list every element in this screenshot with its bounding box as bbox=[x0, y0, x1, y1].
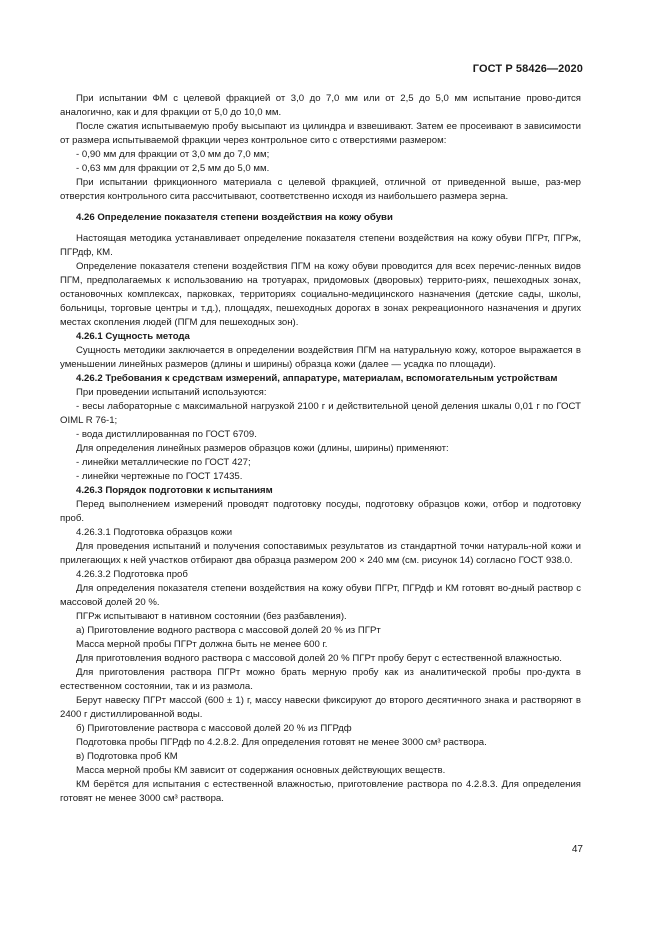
section-heading: 4.26.1 Сущность метода bbox=[76, 331, 190, 342]
body-paragraph: Берут навеску ПГРт массой (600 ± 1) г, массу навески фиксируют до второго десятичного знака и растворяют в 2400 г дистиллированной воды. bbox=[60, 695, 581, 720]
body-paragraph: Для определения линейных размеров образцов кожи (длины, ширины) применяют: bbox=[76, 443, 449, 454]
page-number: 47 bbox=[571, 844, 583, 855]
body-paragraph: Сущность методики заключается в определении воздействия ПГМ на натуральную кожу, которое выражается в уменьшении линейных размеров (длины и ширины) образца кожи (далее — усадка по площади). bbox=[60, 345, 581, 370]
body-paragraph: 4.26.3.2 Подготовка проб bbox=[76, 569, 188, 580]
body-paragraph: - линейки чертежные по ГОСТ 17435. bbox=[76, 471, 243, 482]
body-paragraph: - вода дистиллированная по ГОСТ 6709. bbox=[76, 429, 257, 440]
body-paragraph: КМ берётся для испытания с естественной влажностью, приготовление раствора по 4.2.8.3. Для определения готовят не менее 3000 см³ раствора. bbox=[60, 779, 581, 804]
body-paragraph: б) Приготовление раствора с массовой долей 20 % из ПГРдф bbox=[76, 723, 352, 734]
body-paragraph: а) Приготовление водного раствора с массовой долей 20 % из ПГРт bbox=[76, 625, 381, 636]
body-paragraph: Настоящая методика устанавливает определение показателя степени воздействия на кожу обуви ПГРт, ПГРж, ПГРдф, КМ. bbox=[60, 233, 581, 258]
section-heading: 4.26.3 Порядок подготовки к испытаниям bbox=[76, 485, 273, 496]
body-paragraph: Определение показателя степени воздействия ПГМ на кожу обуви проводится для всех перечис-ленных видов ПГМ, предполагаемых к использованию на тротуарах, придомовых (дворовых) террито-риях, пешеходных зонах, остановочных комплексах, парковках, территориях социально-медицинского назначения (детские сады, школы, больницы, торговые центры и т.д.), площадях, пешеходных дорогах в зонах рекреационного назначения и других местах скопления людей (ПГМ для пешеходных зон). bbox=[60, 261, 581, 328]
body-paragraph: Для приготовления водного раствора с массовой долей 20 % ПГРт пробу берут с естественной влажностью. bbox=[76, 653, 562, 664]
body-paragraph: Для приготовления раствора ПГРт можно брать мерную пробу как из аналитической пробы про-дукта в естественном состоянии, так и из размола. bbox=[60, 667, 581, 692]
body-paragraph: ПГРж испытывают в нативном состоянии (без разбавления). bbox=[76, 611, 347, 622]
document-body bbox=[60, 92, 581, 806]
body-paragraph: - весы лабораторные с максимальной нагрузкой 2100 г и действительной ценой деления шкалы 0,01 г по ГОСТ OIML R 76-1; bbox=[60, 401, 581, 426]
section-heading: 4.26.2 Требования к средствам измерений, аппаратуре, материалам, вспомогательным устройствам bbox=[76, 373, 558, 384]
body-paragraph: - линейки металлические по ГОСТ 427; bbox=[76, 457, 251, 468]
body-paragraph: При проведении испытаний используются: bbox=[76, 387, 267, 398]
body-paragraph: Масса мерной пробы ПГРт должна быть не менее 600 г. bbox=[76, 639, 328, 650]
body-paragraph: в) Подготовка проб КМ bbox=[76, 751, 178, 762]
body-paragraph: - 0,90 мм для фракции от 3,0 мм до 7,0 мм; bbox=[76, 149, 270, 160]
document-header: ГОСТ Р 58426—2020 bbox=[472, 63, 583, 75]
body-paragraph: После сжатия испытываемую пробу высыпают из цилиндра и взвешивают. Затем ее просеивают в зависимости от размера испытываемой фракции через контрольное сито с отверстиями размером: bbox=[60, 121, 581, 146]
body-paragraph: 4.26.3.1 Подготовка образцов кожи bbox=[76, 527, 233, 538]
body-paragraph: Для проведения испытаний и получения сопоставимых результатов из стандартной точки натураль-ной кожи и прилегающих к ней участков отбирают два образца размером 200 × 240 мм (см. рисунок 14) согласно ГОСТ 938.0. bbox=[60, 541, 581, 566]
body-paragraph: Подготовка пробы ПГРдф по 4.2.8.2. Для определения готовят не менее 3000 см³ раствора. bbox=[76, 737, 487, 748]
body-paragraph: Перед выполнением измерений проводят подготовку посуды, подготовку образцов кожи, отбор и подготовку проб. bbox=[60, 499, 581, 524]
body-paragraph: При испытании ФМ с целевой фракцией от 3,0 до 7,0 мм или от 2,5 до 5,0 мм испытание прово-дится аналогично, как и для фракции от 5,0 до 10,0 мм. bbox=[60, 93, 581, 118]
section-heading: 4.26 Определение показателя степени воздействия на кожу обуви bbox=[76, 212, 393, 223]
body-paragraph: Для определения показателя степени воздействия на кожу обуви ПГРт, ПГРдф и КМ готовят во-дный раствор с массовой долей 20 %. bbox=[60, 583, 581, 608]
body-paragraph: При испытании фрикционного материала с целевой фракцией, отличной от приведенной выше, раз-мер отверстия контрольного сита рассчитывают, соответственно исходя из наибольшего размера зерна. bbox=[60, 177, 581, 202]
body-paragraph: Масса мерной пробы КМ зависит от содержания основных действующих веществ. bbox=[76, 765, 446, 776]
body-paragraph: - 0,63 мм для фракции от 2,5 мм до 5,0 мм. bbox=[76, 163, 270, 174]
